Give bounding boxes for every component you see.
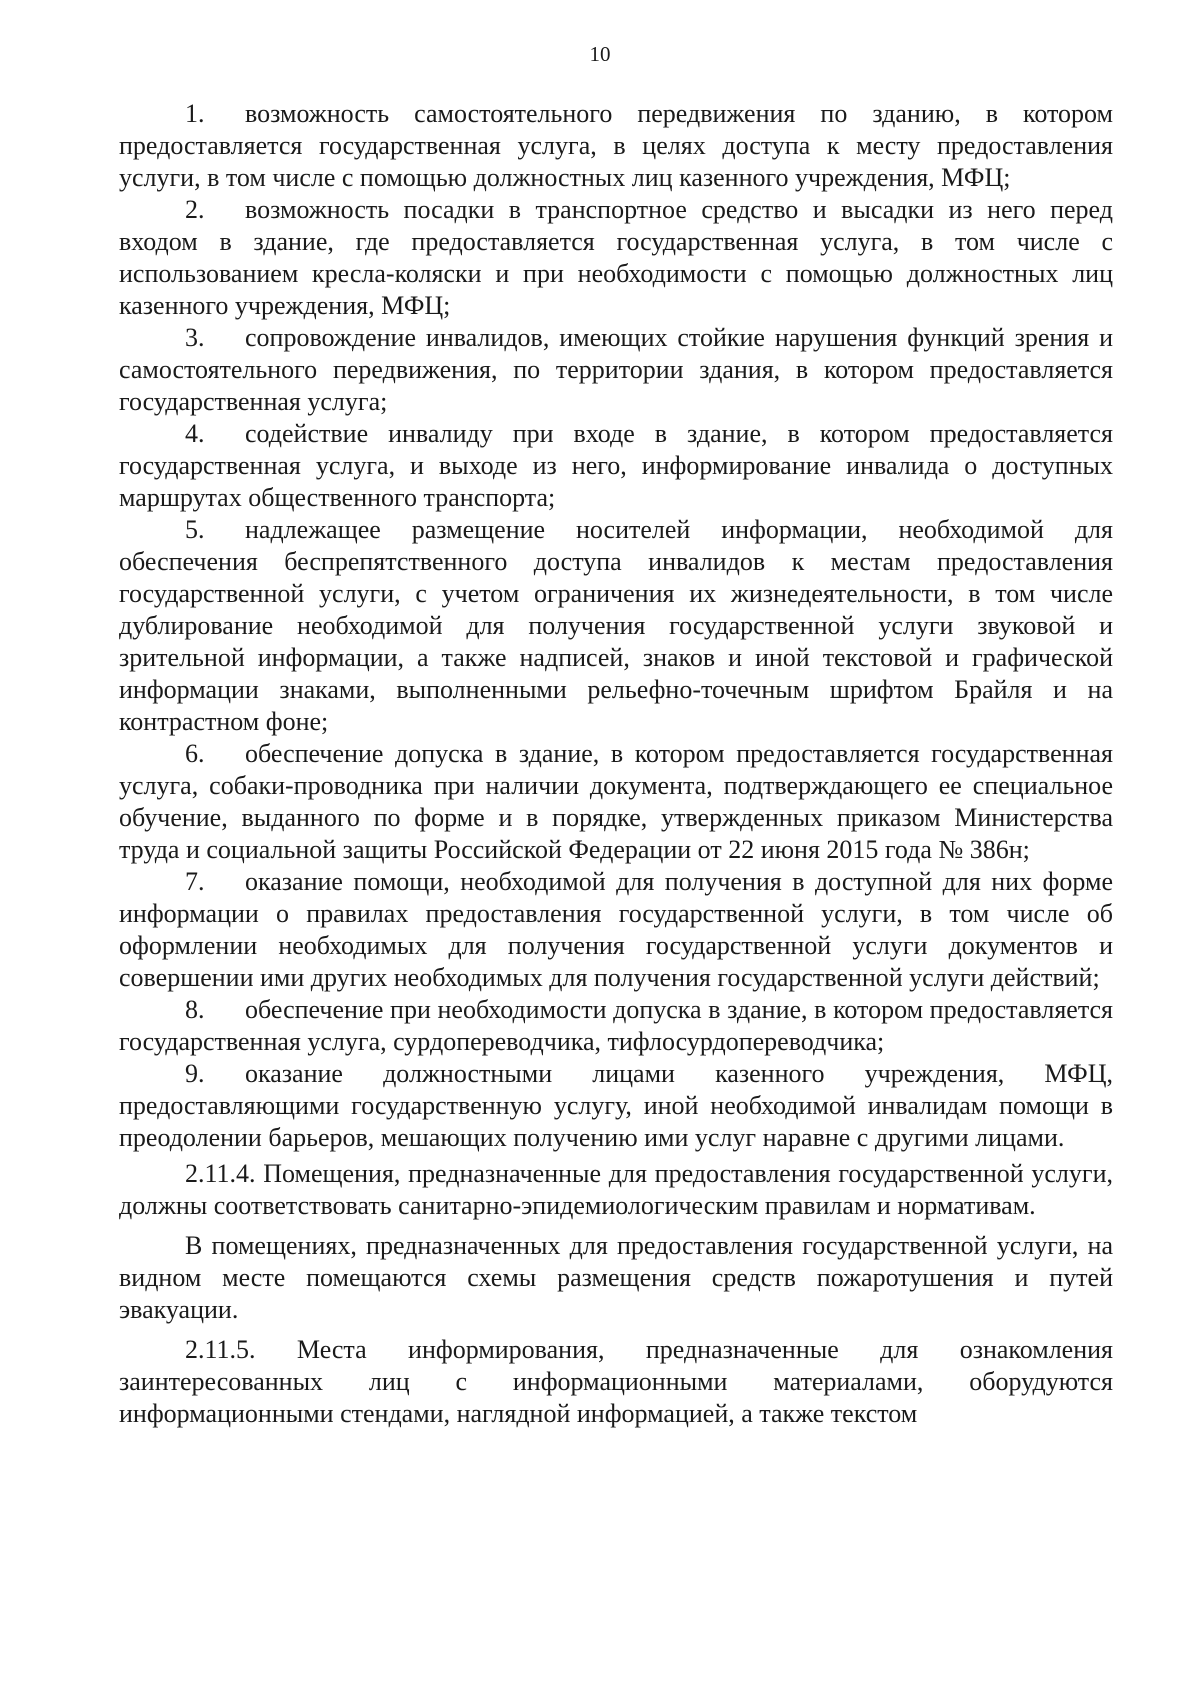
list-item-5 (119, 514, 1113, 738)
list-item-text: возможность самостоятельного передвижения по зданию, в котором предоставляется государственная услуга, в целях доступа к месту предоставления услуги, в том числе с помощью должностных лиц казенного учреждения, МФЦ; (119, 99, 1113, 192)
list-item-6 (119, 738, 1113, 866)
list-item-1 (119, 98, 1113, 194)
paragraph-evacuation: В помещениях, предназначенных для предоставления государственной услуги, на видном месте помещаются схемы размещения средств пожаротушения и путей эвакуации. (119, 1231, 1113, 1324)
list-item-3 (119, 322, 1113, 418)
list-item-text: надлежащее размещение носителей информации, необходимой для обеспечения беспрепятственного доступа инвалидов к местам предоставления государственной услуги, с учетом ограничения их жизнедеятельности, в том числе дублирование необходимой для получения государственной услуги звуковой и зрительной информации, а также надписей, знаков и иной текстовой и графической информации знаками, выполненными рельефно-точечным шрифтом Брайля и на контрастном фоне; (119, 515, 1113, 736)
list-item-number: 8. (185, 995, 205, 1024)
document-body (119, 98, 1113, 1430)
list-item-text: оказание помощи, необходимой для получения в доступной для них форме информации о правилах предоставления государственной услуги, в том числе об оформлении необходимых для получения государственной услуги документов и совершении ими других необходимых для получения государственной услуги действий; (119, 867, 1113, 992)
list-item-2 (119, 194, 1113, 322)
list-item-text: обеспечение допуска в здание, в котором предоставляется государственная услуга, собаки-проводника при наличии документа, подтверждающего ее специальное обучение, выданного по форме и в порядке, утвержденных приказом Министерства труда и социальной защиты Российской Федерации от 22 июня 2015 года № 386н; (119, 739, 1113, 864)
list-item-8 (119, 994, 1113, 1058)
list-item-7 (119, 866, 1113, 994)
list-item-4 (119, 418, 1113, 514)
list-item-number: 4. (185, 419, 205, 448)
list-item-text: сопровождение инвалидов, имеющих стойкие нарушения функций зрения и самостоятельного передвижения, по территории здания, в котором предоставляется государственная услуга; (119, 323, 1113, 416)
list-item-number: 2. (185, 195, 205, 224)
list-item-text: оказание должностными лицами казенного учреждения, МФЦ, предоставляющими государственную услугу, иной необходимой инвалидам помощи в преодолении барьеров, мешающих получению ими услуг наравне с другими лицами. (119, 1059, 1113, 1152)
list-item-9 (119, 1058, 1113, 1154)
list-item-number: 3. (185, 323, 205, 352)
list-item-number: 1. (185, 99, 205, 128)
list-item-text: содействие инвалиду при входе в здание, в котором предоставляется государственная услуга, и выходе из него, информирование инвалида о доступных маршрутах общественного транспорта; (119, 419, 1113, 512)
list-item-number: 7. (185, 867, 205, 896)
list-item-number: 6. (185, 739, 205, 768)
paragraph-2-11-4: 2.11.4. Помещения, предназначенные для предоставления государственной услуги, должны соответствовать санитарно-эпидемиологическим правилам и нормативам. (119, 1159, 1113, 1220)
page-number: 10 (589, 42, 611, 66)
list-item-text: обеспечение при необходимости допуска в здание, в котором предоставляется государственная услуга, сурдопереводчика, тифлосурдопереводчика; (119, 995, 1113, 1056)
paragraph-2-11-5: 2.11.5. Места информирования, предназначенные для ознакомления заинтересованных лиц с информационными материалами, оборудуются информационными стендами, наглядной информацией, а также текстом (119, 1335, 1113, 1428)
list-item-number: 5. (185, 515, 205, 544)
list-item-number: 9. (185, 1059, 205, 1088)
list-item-text: возможность посадки в транспортное средство и высадки из него перед входом в здание, где предоставляется государственная услуга, в том числе с использованием кресла-коляски и при необходимости с помощью должностных лиц казенного учреждения, МФЦ; (119, 195, 1113, 320)
